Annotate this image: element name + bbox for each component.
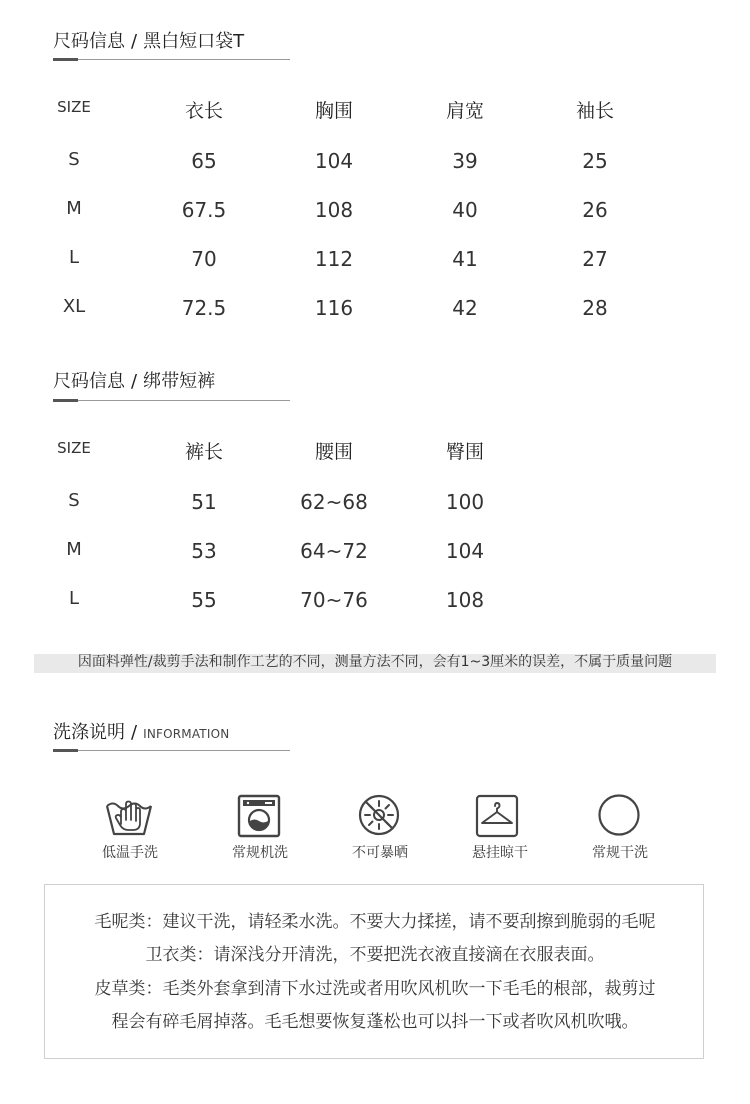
value-cell: 108 — [445, 588, 485, 612]
title-slash: / — [131, 722, 138, 743]
section1-title — [53, 30, 244, 54]
size-cell: S — [68, 490, 80, 511]
section1-underline — [53, 59, 290, 60]
value-cell: 104 — [314, 149, 354, 173]
section2-title — [53, 370, 215, 394]
value-cell: 65 — [191, 149, 217, 173]
icon-label-hand-wash: 低温手洗 — [102, 845, 158, 861]
value-cell: 26 — [582, 198, 608, 222]
no-sun-icon — [357, 794, 403, 840]
value-cell: 51 — [191, 490, 217, 514]
value-cell: 108 — [314, 198, 354, 222]
washing-machine-icon — [237, 794, 283, 840]
header-chest: 胸围 — [314, 100, 353, 122]
section2-underline-accent — [53, 399, 78, 402]
section1-underline-accent — [53, 58, 78, 61]
dry-clean-icon — [597, 794, 643, 840]
value-cell: 41 — [452, 247, 478, 271]
value-cell: 67.5 — [181, 198, 227, 222]
value-cell: 70~76 — [300, 588, 368, 612]
value-cell: 53 — [191, 539, 217, 563]
icon-label-machine-wash: 常规机洗 — [232, 845, 288, 861]
care-line-hoodie: 卫衣类：请深浅分开清洗，不要把洗衣液直接滴在衣服表面。 — [145, 945, 605, 965]
value-cell: 116 — [314, 296, 354, 320]
icon-label-dry-clean: 常规干洗 — [592, 845, 648, 861]
value-cell: 72.5 — [181, 296, 227, 320]
care-line-fur-cont: 程会有碎毛屑掉落。毛毛想要恢复蓬松也可以抖一下或者吹风机吹哦。 — [111, 1012, 639, 1032]
value-cell: 100 — [445, 490, 485, 514]
value-cell: 42 — [452, 296, 478, 320]
value-cell: 112 — [314, 247, 354, 271]
size-cell: L — [68, 588, 80, 609]
section1-title-text: 尺码信息 — [53, 31, 125, 52]
section2-subtitle: 绑带短裤 — [143, 371, 216, 392]
care-line-wool: 毛呢类：建议干洗，请轻柔水洗。不要大力揉搓，请不要刮擦到脆弱的毛呢 — [94, 912, 656, 932]
value-cell: 70 — [191, 247, 217, 271]
icon-label-hang-dry: 悬挂晾干 — [472, 845, 528, 861]
header-size: SIZE — [57, 98, 91, 116]
section2-title-text: 尺码信息 — [53, 371, 125, 392]
section1-subtitle: 黑白短口袋T — [143, 31, 245, 52]
icon-label-no-sun: 不可暴晒 — [352, 845, 408, 861]
care-line-fur: 皮草类：毛类外套拿到清下水过洗或者用吹风机吹一下毛毛的根部，裁剪过 — [94, 979, 656, 999]
header-length: 衣长 — [184, 100, 223, 122]
title-slash: / — [131, 371, 138, 392]
value-cell: 27 — [582, 247, 608, 271]
value-cell: 55 — [191, 588, 217, 612]
hang-dry-icon — [475, 794, 521, 840]
size-cell: XL — [62, 296, 86, 317]
value-cell: 40 — [452, 198, 478, 222]
size-cell: M — [66, 539, 82, 560]
value-cell: 62~68 — [300, 490, 368, 514]
wash-underline — [53, 750, 290, 751]
care-instructions-box — [44, 884, 704, 1059]
header-waist: 腰围 — [314, 441, 353, 463]
wash-title-text: 洗涤说明 — [53, 722, 125, 743]
wash-subtitle: INFORMATION — [143, 727, 230, 741]
wash-underline-accent — [53, 749, 78, 752]
size-cell: L — [68, 247, 80, 268]
header-sleeve: 袖长 — [575, 100, 614, 122]
wash-title — [53, 721, 229, 746]
value-cell: 39 — [452, 149, 478, 173]
header-size: SIZE — [57, 439, 91, 457]
title-slash: / — [131, 31, 138, 52]
notice-text: 因面料弹性/裁剪手法和制作工艺的不同，测量方法不同，会有1~3厘米的误差，不属于质量问题 — [77, 654, 673, 670]
header-shoulder: 肩宽 — [445, 100, 484, 122]
size-cell: M — [66, 198, 82, 219]
value-cell: 28 — [582, 296, 608, 320]
hand-wash-icon — [104, 794, 150, 840]
header-hip: 臀围 — [445, 441, 484, 463]
section2-underline — [53, 400, 290, 401]
value-cell: 64~72 — [300, 539, 368, 563]
value-cell: 104 — [445, 539, 485, 563]
size-cell: S — [68, 149, 80, 170]
header-pants-length: 裤长 — [184, 441, 223, 463]
value-cell: 25 — [582, 149, 608, 173]
